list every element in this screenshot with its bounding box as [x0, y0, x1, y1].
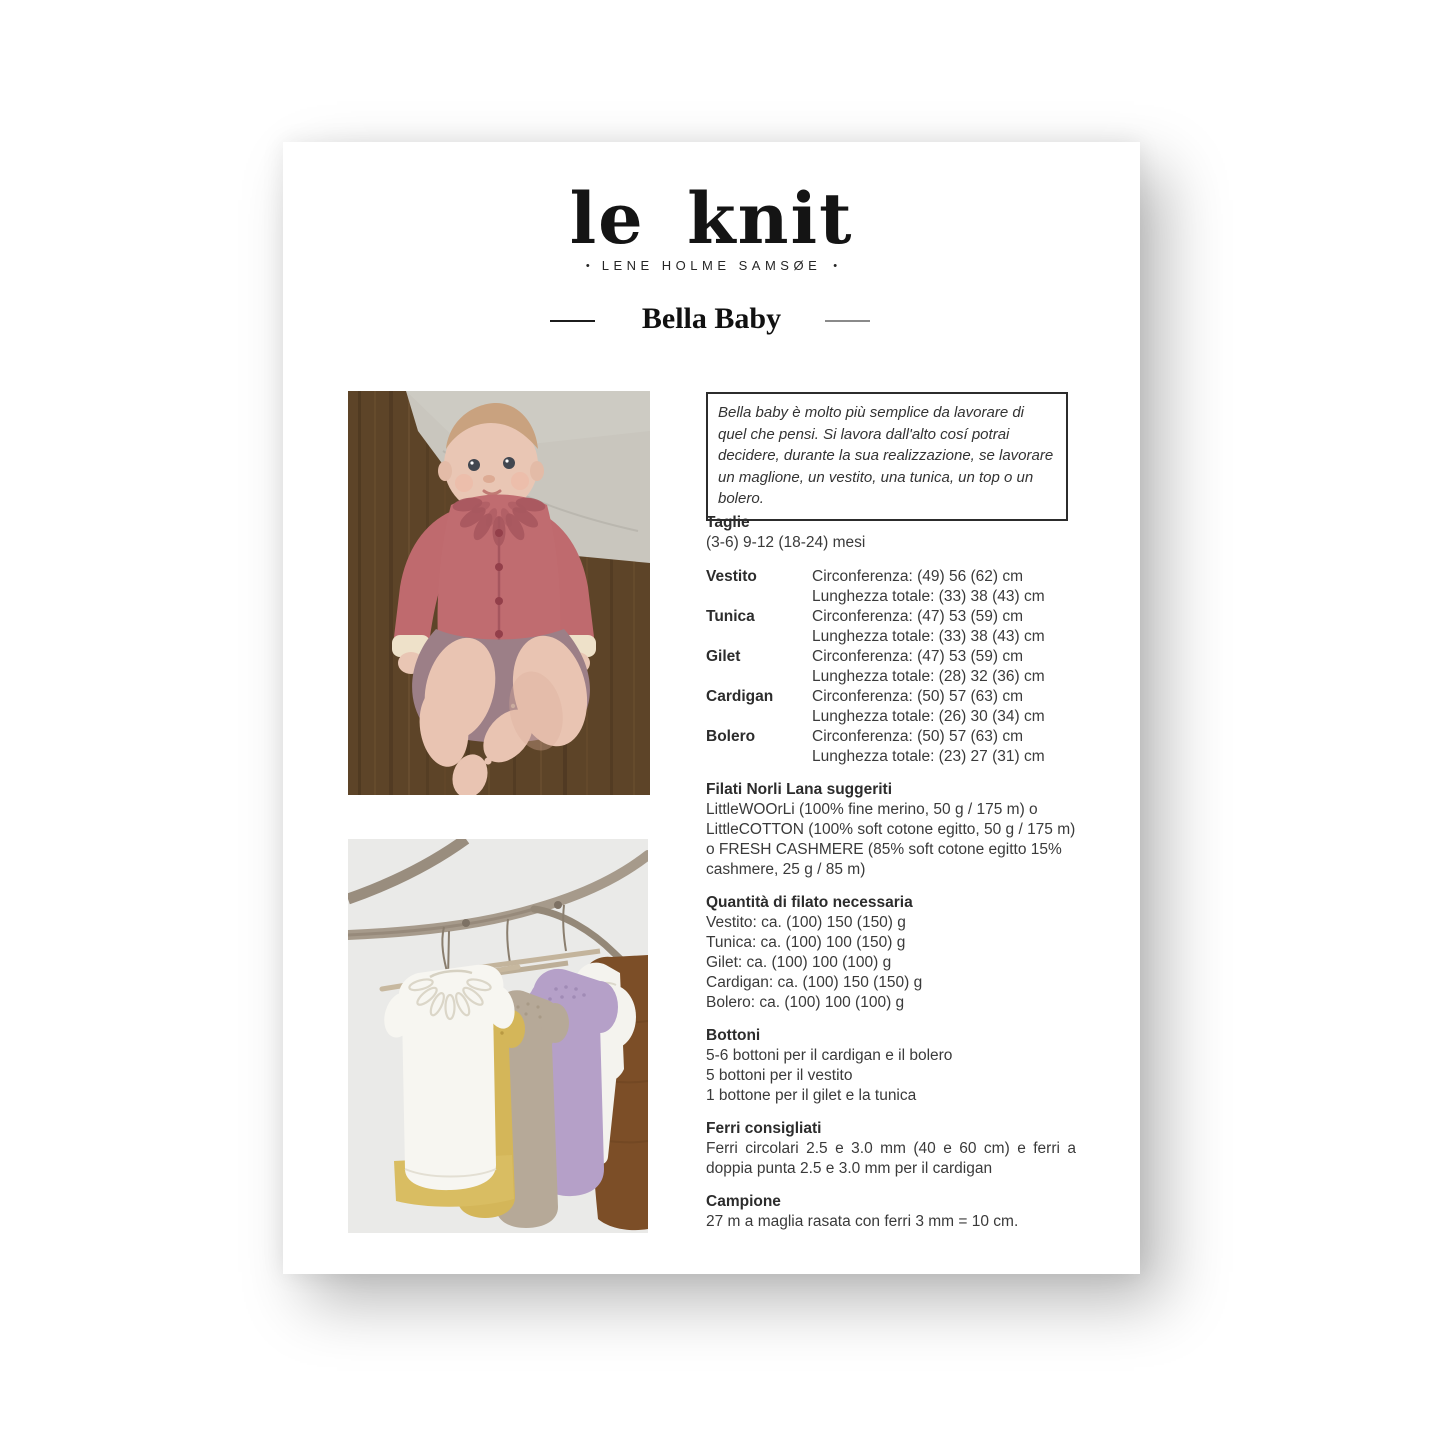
quantita-line: Bolero: ca. (100) 100 (100) g	[706, 994, 905, 1011]
spacer-cell	[706, 747, 812, 767]
campione-heading: Campione	[706, 1193, 781, 1210]
garment-circumference: Circonferenza: (47) 53 (59) cm	[812, 648, 1024, 665]
spacer-cell	[706, 707, 812, 727]
spacer-cell	[706, 587, 812, 607]
filati-heading: Filati Norli Lana suggeriti	[706, 781, 893, 798]
campione-body: 27 m a maglia rasata con ferri 3 mm = 10 cm.	[706, 1213, 1019, 1230]
garment-length: Lunghezza totale: (26) 30 (34) cm	[812, 708, 1045, 725]
ferri-heading: Ferri consigliati	[706, 1120, 822, 1137]
garment-size-table	[706, 567, 1076, 767]
spacer-cell	[706, 627, 812, 647]
table-row	[706, 607, 1076, 647]
title-dash-right	[825, 320, 870, 322]
section-taglie	[706, 513, 1076, 767]
section-campione	[706, 1192, 1076, 1232]
table-row	[706, 647, 1076, 687]
garments-photo	[348, 839, 648, 1233]
garment-name: Bolero	[706, 728, 756, 745]
filati-body: LittleWOOrLi (100% fine merino, 50 g / 175 m) o LittleCOTTON (100% soft cotone egitto, 50 g / 175 m) o FRESH CASHMERE (85% soft cotone egitto 15% cashmere, 25 g / 85 m)	[706, 801, 1076, 878]
garment-length: Lunghezza totale: (33) 38 (43) cm	[812, 588, 1045, 605]
garment-circumference: Circonferenza: (50) 57 (63) cm	[812, 728, 1024, 745]
brand-logo: le knit	[569, 177, 854, 260]
specs-column	[706, 513, 1076, 1232]
quantita-line: Vestito: ca. (100) 150 (150) g	[706, 914, 906, 931]
baby-photo	[348, 391, 650, 795]
garment-name: Cardigan	[706, 688, 774, 705]
garments-photo-illustration	[348, 839, 648, 1233]
garment-length: Lunghezza totale: (33) 38 (43) cm	[812, 628, 1045, 645]
bullet-icon: •	[585, 260, 590, 272]
table-row	[706, 727, 1076, 767]
bottoni-line: 5-6 bottoni per il cardigan e il bolero	[706, 1047, 953, 1064]
ferri-body: Ferri circolari 2.5 e 3.0 mm (40 e 60 cm) e ferri a doppia punta 2.5 e 3.0 mm per il cardigan	[706, 1140, 1076, 1177]
bottoni-heading: Bottoni	[706, 1027, 761, 1044]
section-filati	[706, 780, 1076, 880]
baby-photo-illustration	[348, 391, 650, 795]
garment-circumference: Circonferenza: (50) 57 (63) cm	[812, 688, 1024, 705]
garment-name: Gilet	[706, 648, 741, 665]
bottoni-line: 1 bottone per il gilet e la tunica	[706, 1087, 917, 1104]
sizes-line: (3-6) 9-12 (18-24) mesi	[706, 534, 866, 551]
brand-subtitle: LENE HOLME SAMSØE	[601, 258, 822, 273]
quantita-line: Gilet: ca. (100) 100 (100) g	[706, 954, 892, 971]
table-row	[706, 567, 1076, 607]
title-row	[283, 302, 1140, 342]
table-row	[706, 687, 1076, 727]
garment-name: Vestito	[706, 568, 757, 585]
garment-length: Lunghezza totale: (28) 32 (36) cm	[812, 668, 1045, 685]
intro-text: Bella baby è molto più semplice da lavorare di quel che pensi. Si lavora dall'alto cosí potrai decidere, durante la sua realizzazione, se lavorare un maglione, un vestito, una tunica, un top o un bolero.	[718, 404, 1054, 507]
quantita-line: Cardigan: ca. (100) 150 (150) g	[706, 974, 923, 991]
pattern-page	[283, 142, 1140, 1274]
garment-name: Tunica	[706, 608, 755, 625]
section-bottoni	[706, 1026, 1076, 1106]
quantita-heading: Quantità di filato necessaria	[706, 894, 913, 911]
spacer-cell	[706, 667, 812, 687]
taglie-heading: Taglie	[706, 514, 750, 531]
intro-box	[706, 392, 1068, 521]
section-quantita	[706, 893, 1076, 1013]
garment-circumference: Circonferenza: (47) 53 (59) cm	[812, 608, 1024, 625]
garment-length: Lunghezza totale: (23) 27 (31) cm	[812, 748, 1045, 765]
quantita-line: Tunica: ca. (100) 100 (150) g	[706, 934, 906, 951]
bottoni-line: 5 bottoni per il vestito	[706, 1067, 853, 1084]
brand-subtitle-row	[283, 258, 1140, 273]
section-ferri	[706, 1119, 1076, 1179]
page-title: Bella Baby	[641, 302, 782, 335]
garment-circumference: Circonferenza: (49) 56 (62) cm	[812, 568, 1024, 585]
bullet-icon: •	[833, 260, 838, 272]
